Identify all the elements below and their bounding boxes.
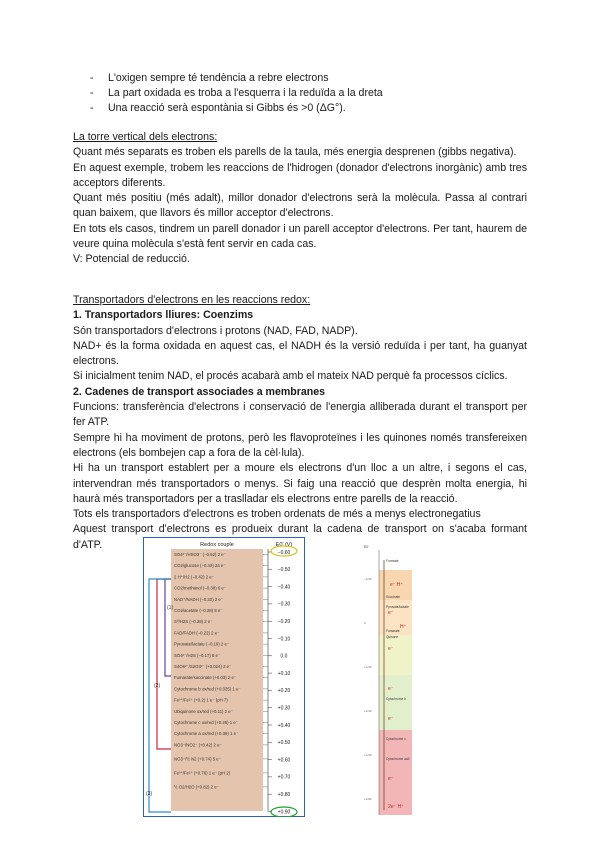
scale-label: +0.90 <box>277 809 291 816</box>
header-couple: Redox couple <box>200 542 234 548</box>
section-heading: La torre vertical dels electrons: <box>73 131 218 143</box>
tower-label: Cytochrome aa3 <box>386 757 410 761</box>
tower-label: Fumarate <box>386 629 400 633</box>
redox-couple-label: SO4²⁻/H2S (−0.17) 8 e⁻ <box>174 652 221 658</box>
redox-couple-label: Cytochrome b ox/red (+0.035) 1 e⁻ <box>174 686 241 692</box>
paragraph: V: Potencial de reducció. <box>73 253 190 266</box>
tower-scale-label: 0 <box>364 621 366 625</box>
electron-label: 2e⁻ H⁺ <box>388 804 404 810</box>
header-e0: E0' (V) <box>275 542 293 548</box>
redox-tower-figure <box>143 537 305 817</box>
scale-label: −0.60 <box>277 549 291 556</box>
redox-couple-label: S⁰/H2S (−0.28) 2 e⁻ <box>174 619 213 625</box>
scale-label: −0.20 <box>277 619 291 625</box>
tower-label: Pyruvate/lactate <box>386 605 409 609</box>
paragraph: Aquest transport d'electrons es produeix durant la cadena de transport on s'acaba formant d'ATP. <box>73 523 527 551</box>
redox-couple-label: CO2/methanol (−0.38) 6 e⁻ <box>174 585 227 591</box>
bullet-item: - Una reacció serà espontània si Gibbs és >0 (ΔG°). <box>90 101 383 116</box>
redox-couple-label: Cytochrome c ox/red (+0.25) 1 e⁻ <box>174 720 239 725</box>
scale-label: −0.10 <box>277 636 291 643</box>
electron-label: e⁻ <box>388 610 394 616</box>
arrow-label: (1) <box>167 605 174 611</box>
section-transport <box>73 293 527 553</box>
paragraph: Tots els transportadors d'electrons es troben ordenats de més a menys electronegatius <box>73 508 481 521</box>
redox-couple-label: Pyruvate/lactate (−0.19) 2 e⁻ <box>174 641 230 647</box>
scale-label: −0.40 <box>277 584 291 591</box>
paragraph: Hi ha un transport establert per a moure els electrons d'un lloc a un altre, i segons el cas, intervendran més transportadors o menys. Si faig una reacció que desprèn molta energia, hi haurà més transportadors per a traslladar els electrons entre parells de la reacció. <box>73 462 527 505</box>
paragraph: Quant més positiu (més adalt), millor donador d'electrons serà la molècula. Passa al contrari quan baixem, que llavors és millor acceptor d'electrons. <box>73 192 527 220</box>
section-torre <box>73 130 527 268</box>
paragraph: NAD+ és la forma oxidada en aquest cas, el NADH és la versió reduïda i per tant, ha guanyat electrons. <box>73 339 527 368</box>
scale-label: +0.60 <box>277 757 291 764</box>
electron-label: H⁺ <box>400 624 407 630</box>
electron-label: e⁻ <box>388 776 394 782</box>
bullet-list <box>90 71 383 116</box>
electron-label: e⁻ <box>388 686 394 692</box>
redox-couple-label: NO3⁻/NO2⁻ (+0.42) 2 e⁻ <box>174 742 222 748</box>
electron-label: e⁻ <box>388 646 394 652</box>
scale-label: +0.30 <box>277 705 291 712</box>
redox-couple-label: CO2/glucose (−0.43) 24 e⁻ <box>174 563 226 569</box>
tower-label: Quinone <box>386 635 399 639</box>
electron-tower-figure <box>362 540 414 822</box>
bullet-item: - La part oxidada es troba a l'esquerra i la reduïda a la dreta <box>90 86 383 101</box>
scale-label: +0.10 <box>277 670 291 677</box>
subsection-title: 1. Transportadors lliures: Coenzims <box>73 309 254 322</box>
redox-couple-label: Fumarate/succinate (+0.03) 2 e⁻ <box>174 675 237 681</box>
arrow-label: (2) <box>154 683 161 689</box>
tower-scale-label: −0.20 <box>364 577 372 581</box>
paragraph: Sempre hi ha moviment de protons, però les flavoproteïnes i les quinones només transfereixen electrons (els bombejen cap a fora de la cèl·lula). <box>73 431 527 459</box>
tower-scale-label: +0.60 <box>364 753 372 757</box>
redox-couple-label: S4O6²⁻/S2O3²⁻ (+0.024) 2 e⁻ <box>174 664 232 669</box>
paragraph: Funcions: transferència d'electrons i conservació de l'energia alliberada durant el transport per fer ATP. <box>73 401 527 429</box>
scale-label: +0.20 <box>277 688 291 695</box>
redox-couple-label: Fe³⁺/Fe²⁺ (+0.2) 1 e⁻ (pH 7) <box>174 697 228 703</box>
tower-label: Succinate <box>386 595 400 599</box>
redox-couple-label: SO4²⁻/HSO3⁻ (−0.52) 2 e⁻ <box>174 552 226 557</box>
paragraph: En tots els casos, tindrem un parell donador i un parell acceptor d'electrons. Per tant, haurem de veure quina molècula s'està fent servir en cada cas. <box>73 222 527 251</box>
redox-couple-label: FAD/FADH (−0.22) 2 e⁻ <box>174 630 220 636</box>
section-heading: Transportadors d'electrons en les reaccions redox: <box>73 294 311 306</box>
tower-label: E0' <box>364 545 369 549</box>
tower-label: Cytochrome c <box>386 737 406 741</box>
tower-scale-label: +0.20 <box>364 665 372 669</box>
redox-couple-label: Cytochrome a ox/red (+0.39) 1 e⁻ <box>174 731 239 737</box>
tower-scale-label: +0.80 <box>364 797 372 801</box>
tower-label: Formiate <box>386 559 399 563</box>
electron-label: e⁻ H⁺ <box>390 582 404 588</box>
subsection-title: 2. Cadenes de transport associades a membranes <box>73 385 326 398</box>
paragraph: En aquest exemple, trobem les reaccions de l'hidrogen (donador d'electrons inorgànic) amb tres acceptors diferents. <box>73 161 527 189</box>
scale-label: 0.0 <box>280 653 288 660</box>
scale-label: −0.30 <box>277 601 291 608</box>
tower-label: Cytochrome b <box>386 697 406 701</box>
paragraph: Quant més separats es troben els parells de la taula, més energia desprenen (gibbs negativa). <box>73 146 517 159</box>
scale-label: −0.50 <box>277 567 291 574</box>
redox-couple-label: Ubiquinone ox/red (+0.11) 2 e⁻ <box>174 708 233 714</box>
bullet-item: - L'oxigen sempre té tendència a rebre electrons <box>90 71 383 86</box>
scale-label: +0.70 <box>277 774 291 781</box>
paragraph: Si inicialment tenim NAD, el procés acabarà amb el mateix NAD perquè fa processos cíclics. <box>73 370 508 383</box>
redox-couple-label: 2 H⁺/H2 (−0.42) 2 e⁻ <box>174 574 215 580</box>
redox-couple-label: NO3⁻/½ N2 (+0.74) 5 e⁻ <box>174 756 221 762</box>
arrow-label: (3) <box>146 791 153 797</box>
paragraph: Són transportadors d'electrons i protons (NAD, FAD, NADP). <box>73 324 358 337</box>
electron-label: e⁻ <box>388 716 394 722</box>
redox-couple-label: ½ O2/H2O (+0.82) 2 e⁻ <box>174 784 219 790</box>
redox-couple-label: CO2/acetate (−0.28) 8 e⁻ <box>174 608 223 613</box>
scale-label: +0.80 <box>277 792 291 798</box>
tower-scale-label: +0.40 <box>364 709 372 713</box>
redox-couple-label: Fe³⁺/Fe²⁺ (+0.76) 1 e⁻ (pH 2) <box>174 770 231 776</box>
scale-label: +0.40 <box>277 722 291 729</box>
scale-label: +0.50 <box>277 740 291 747</box>
redox-couple-label: NAD⁺/NADH (−0.32) 2 e⁻ <box>174 596 224 602</box>
